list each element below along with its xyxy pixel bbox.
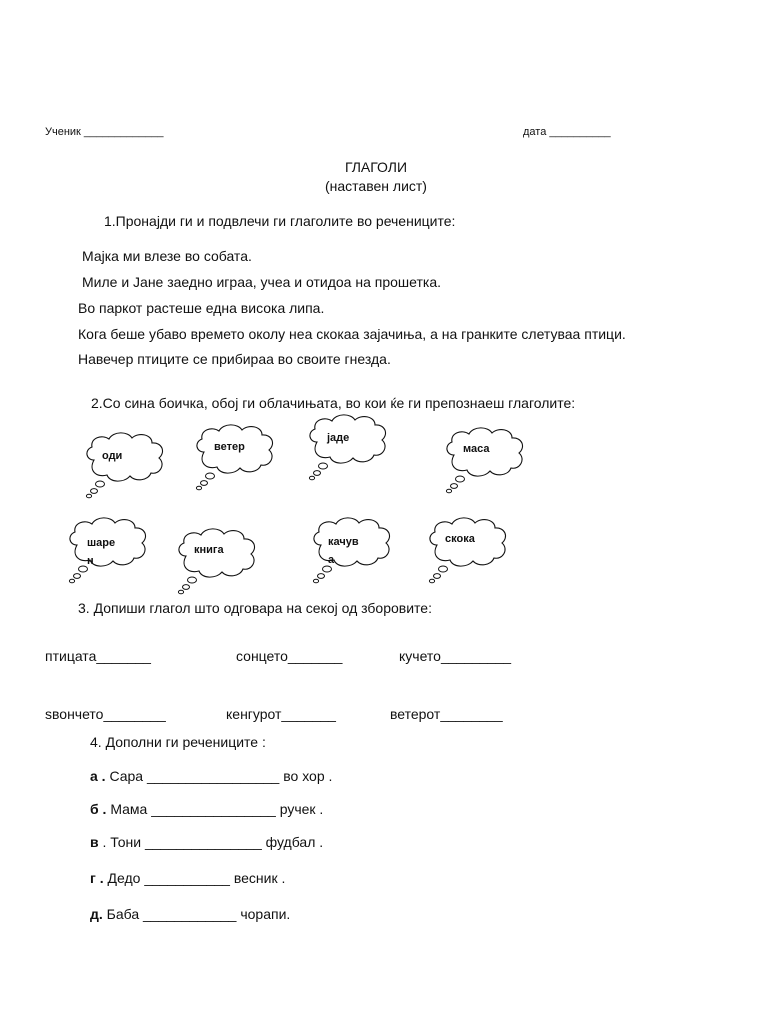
page-subtitle: (наставен лист)	[325, 178, 427, 194]
task4-sentence-g[interactable]	[90, 870, 285, 886]
task1-sentence: Кога беше убаво времето околу неа скокаа зајачиња, а на гранките слетуваа птици.	[78, 326, 626, 342]
thought-cloud-kniga[interactable]	[172, 526, 272, 596]
cloud-bubble	[439, 566, 448, 572]
cloud-bubble	[196, 486, 201, 490]
student-name-field: Ученик _____________	[45, 126, 164, 138]
thought-cloud-veter[interactable]	[190, 422, 290, 492]
task1-sentence: Миле и Јане заедно играа, учеа и отидоа на прошетка.	[82, 274, 441, 290]
item-text: Сара _________________ во хор .	[105, 768, 333, 784]
task2-instruction: 2.Со сина боичка, обој ги облачињата, во кои ќе ги препознаеш глаголите:	[91, 395, 576, 411]
thought-cloud-label: качув а	[328, 536, 359, 566]
thought-cloud-shape	[423, 515, 523, 585]
thought-cloud-odi[interactable]	[80, 430, 180, 500]
cloud-bubble	[446, 489, 451, 493]
task3-instruction: 3. Допиши глагол што одговара на секој од зборовите:	[78, 600, 432, 616]
task4-sentence-v[interactable]	[90, 834, 323, 850]
thought-cloud-shape	[303, 412, 403, 482]
thought-cloud-label: ветер	[214, 441, 245, 453]
cloud-bubble	[451, 484, 458, 489]
thought-cloud-label: скока	[445, 533, 475, 545]
cloud-bubble	[74, 574, 81, 579]
cloud-bubble	[429, 579, 434, 583]
page-title: ГЛАГОЛИ	[344, 159, 408, 175]
thought-cloud-shape	[440, 425, 540, 495]
task1-sentence: Мајка ми влезе во собата.	[82, 248, 252, 264]
task1-sentence: Навечер птиците се прибираа во своите гнезда.	[78, 351, 391, 367]
task3-word-blank[interactable]: сонцето_______	[236, 648, 343, 664]
task3-word-blank[interactable]: кучето_________	[399, 648, 512, 664]
item-letter: а .	[90, 768, 106, 784]
cloud-bubble	[434, 574, 441, 579]
task3-word-blank[interactable]: ветерот________	[390, 706, 503, 722]
cloud-bubble	[69, 579, 74, 583]
thought-cloud-sharen[interactable]	[63, 515, 163, 585]
cloud-outline	[87, 433, 163, 481]
task3-word-blank[interactable]: ѕвончето________	[45, 706, 166, 722]
thought-cloud-label: маса	[463, 443, 490, 455]
thought-cloud-label: книга	[194, 544, 224, 556]
cloud-bubble	[319, 463, 328, 469]
cloud-bubble	[91, 489, 98, 494]
cloud-bubble	[309, 476, 314, 480]
date-field: дата __________	[523, 126, 611, 138]
cloud-bubble	[201, 481, 208, 486]
cloud-bubble	[206, 473, 215, 479]
task3-word-blank[interactable]: кенгурот_______	[226, 706, 336, 722]
item-text: Баба ____________ чорапи.	[102, 906, 291, 922]
thought-cloud-shape	[190, 422, 290, 492]
task3-word-blank[interactable]: птицата_______	[45, 648, 151, 664]
item-letter: г .	[90, 870, 104, 886]
cloud-bubble	[86, 494, 91, 498]
task4-sentence-b[interactable]	[90, 801, 323, 817]
item-letter: б .	[90, 801, 107, 817]
thought-cloud-label: шаре н	[87, 537, 116, 567]
item-letter: в	[90, 834, 99, 850]
task4-sentence-d[interactable]	[90, 906, 290, 922]
thought-cloud-jade[interactable]	[303, 412, 403, 482]
cloud-bubble	[313, 579, 318, 583]
thought-cloud-shape	[80, 430, 180, 500]
thought-cloud-label: оди	[102, 450, 123, 462]
thought-cloud-skoka[interactable]	[423, 515, 523, 585]
task1-sentence: Во паркот растеше една висока липа.	[78, 300, 325, 316]
item-text: . Тони _______________ фудбал .	[98, 834, 324, 850]
cloud-bubble	[314, 471, 321, 476]
thought-cloud-kachuva[interactable]	[307, 515, 407, 585]
thought-cloud-shape	[172, 526, 272, 596]
task1-instruction: 1.Пронајди ги и подвлечи ги глаголите во речениците:	[104, 213, 456, 229]
task4-instruction: 4. Дополни ги речениците :	[90, 734, 266, 750]
cloud-bubble	[318, 574, 325, 579]
task4-sentence-a[interactable]	[90, 768, 332, 784]
cloud-bubble	[178, 590, 183, 594]
thought-cloud-masa[interactable]	[440, 425, 540, 495]
thought-cloud-label: јаде	[327, 432, 350, 444]
cloud-bubble	[183, 585, 190, 590]
item-letter: д.	[90, 906, 103, 922]
cloud-bubble	[188, 577, 197, 583]
cloud-bubble	[456, 476, 465, 482]
item-text: Дедо ___________ весник .	[103, 870, 286, 886]
item-text: Мама ________________ ручек .	[106, 801, 324, 817]
cloud-bubble	[96, 481, 105, 487]
